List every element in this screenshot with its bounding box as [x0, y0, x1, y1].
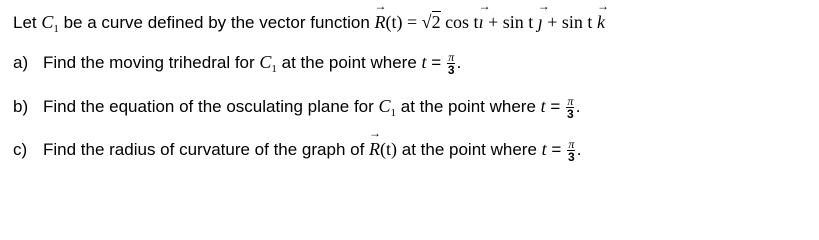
pi-over-3: $\frac{\pi}{3}$: [447, 50, 455, 77]
intro-text: Let: [13, 13, 42, 32]
equals: =: [546, 139, 567, 159]
part-c-text: Find the radius of curvature of the graph of: [43, 139, 370, 159]
problem-intro: [13, 12, 605, 35]
vector-function: → R(t) = √2 cos t→ ı + sin t → ȷ + sin t → k: [375, 12, 605, 32]
part-b-label: b): [13, 96, 29, 116]
curve-name: $C_1$: [41, 12, 59, 35]
part-a-label: a): [13, 52, 29, 72]
period: .: [576, 139, 582, 159]
curve-name: $C_1$: [378, 95, 397, 119]
t-variable: t: [541, 138, 547, 159]
equals: =: [545, 96, 566, 116]
period: .: [575, 96, 581, 116]
part-b-after: at the point where: [396, 96, 541, 116]
t-variable: t: [421, 51, 427, 72]
period: .: [456, 52, 462, 72]
intro-description: be a curve defined by the vector function: [58, 13, 375, 32]
part-c-after: at the point where: [397, 139, 542, 159]
part-a-text: Find the moving trihedral for: [43, 52, 260, 72]
part-c-label: c): [13, 139, 28, 159]
part-a-after: at the point where: [276, 52, 422, 72]
curve-name: $C_1$: [259, 51, 277, 75]
part-b: [13, 95, 580, 120]
pi-over-3: $\frac{\pi}{3}$: [567, 94, 574, 121]
part-c: [13, 138, 581, 163]
pi-over-3: $\frac{\pi}{3}$: [568, 137, 575, 164]
equals: =: [426, 52, 446, 72]
t-variable: t: [540, 95, 546, 116]
part-b-text: Find the equation of the osculating plane for: [43, 96, 379, 116]
vector-function: → R(t): [369, 139, 397, 159]
part-a: [13, 51, 461, 76]
